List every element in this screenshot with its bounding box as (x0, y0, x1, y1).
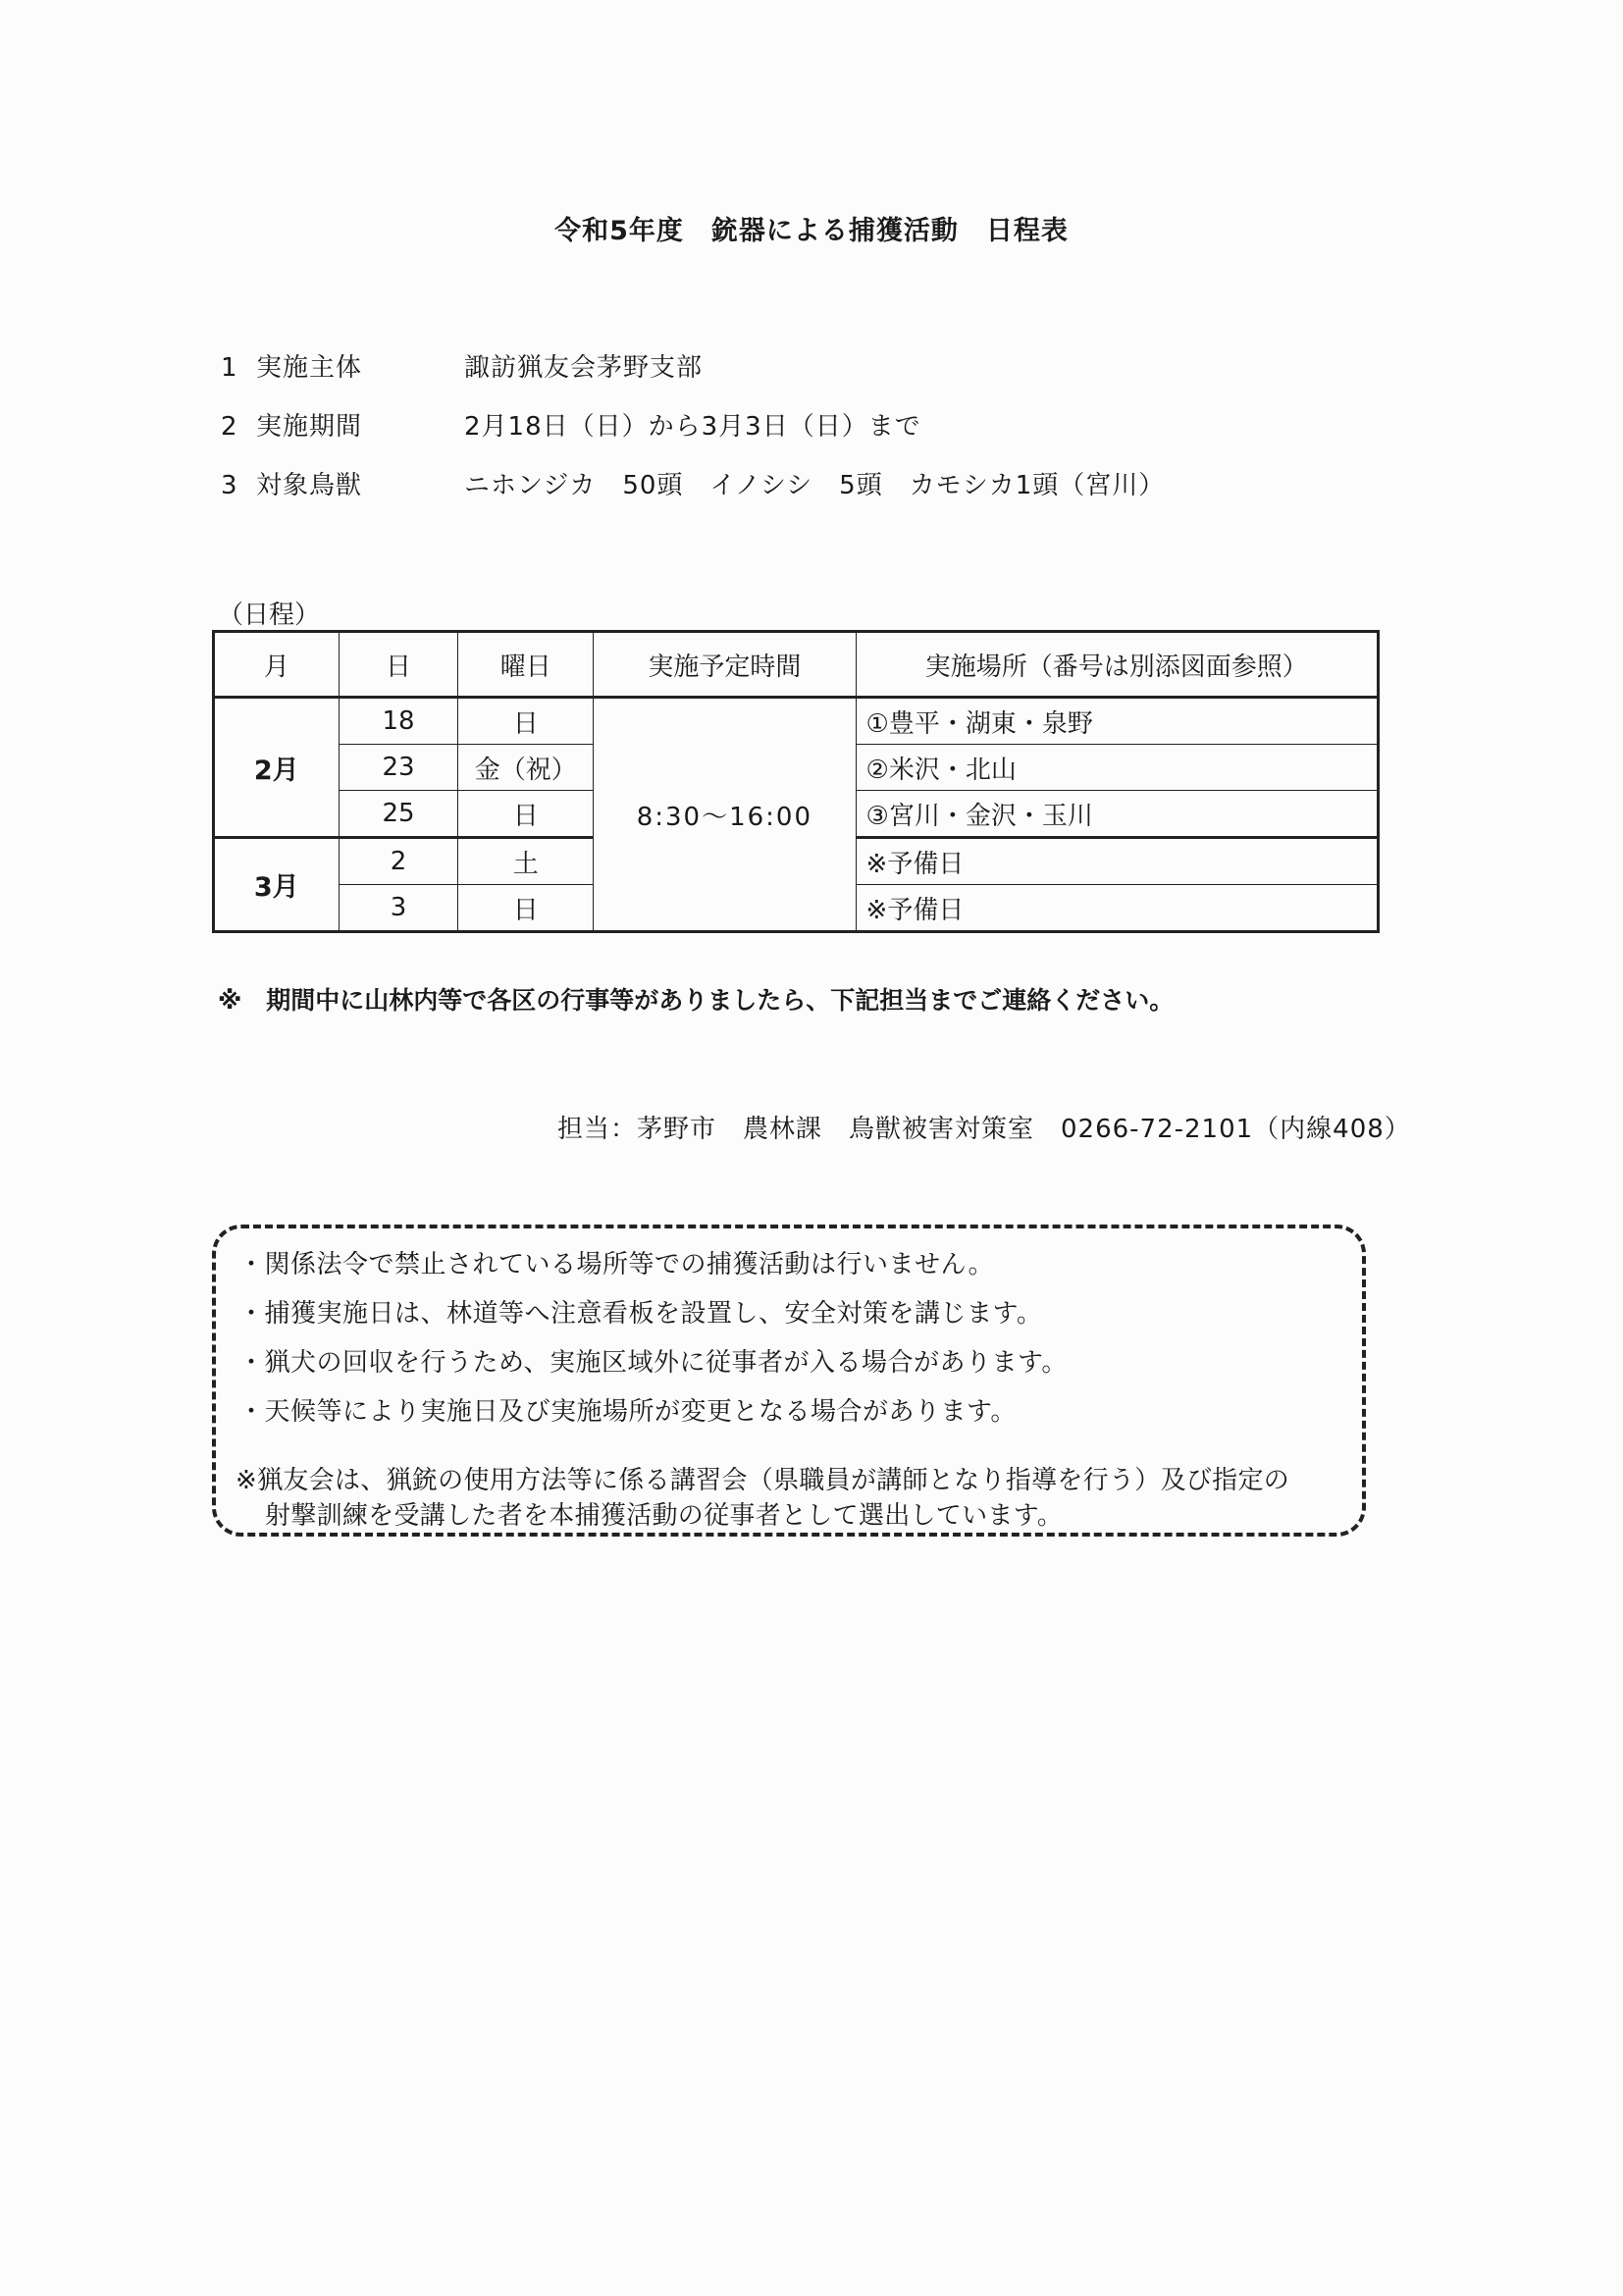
place-cell: ②米沢・北山 (856, 745, 1378, 791)
notice-bullet: ・関係法令で禁止されている場所等での捕獲活動は行いません。 (238, 1250, 995, 1279)
header-month: 月 (214, 632, 340, 698)
table-row (214, 698, 1379, 745)
info-number: 2 (221, 412, 237, 442)
notice-bullet: ・天候等により実施日及び実施場所が変更となる場合があります。 (238, 1397, 1017, 1427)
info-value: ニホンジカ 50頭 イノシシ 5頭 カモシカ1頭（宮川） (464, 471, 1166, 500)
notice-bullet: ・猟犬の回収を行うため、実施区域外に従事者が入る場合があります。 (238, 1348, 1068, 1378)
weekday-cell: 日 (458, 698, 594, 745)
page-title: 令和5年度 銃器による捕獲活動 日程表 (554, 216, 1069, 246)
info-label: 実施期間 (256, 412, 363, 442)
info-value: 諏訪猟友会茅野支部 (464, 353, 704, 383)
time-cell: 8:30～16:00 (594, 698, 856, 932)
day-cell: 18 (339, 698, 458, 745)
place-cell: ③宮川・金沢・玉川 (856, 791, 1378, 838)
contact-note: ※ 期間中に山林内等で各区の行事等がありましたら、下記担当までご連絡ください。 (218, 986, 1175, 1015)
day-cell: 3 (339, 885, 458, 932)
info-row-target-animals (221, 466, 1165, 505)
day-cell: 2 (339, 838, 458, 885)
header-place: 実施場所（番号は別添図面参照） (856, 632, 1378, 698)
notice-remark-line2: 射撃訓練を受講した者を本捕獲活動の従事者として選出しています。 (265, 1501, 1064, 1531)
contact-info: 担当：茅野市 農林課 鳥獣被害対策室 0266-72-2101（内線408） (557, 1115, 1411, 1144)
schedule-table (212, 630, 1380, 933)
schedule-heading: （日程） (218, 600, 321, 630)
place-cell: ※予備日 (856, 838, 1378, 885)
month-cell: 3月 (214, 838, 340, 932)
place-cell: ①豊平・湖東・泉野 (856, 698, 1378, 745)
notice-remark-line1: ※猟友会は、猟銃の使用方法等に係る講習会（県職員が講師となり指導を行う）及び指定の (236, 1466, 1290, 1495)
info-label: 実施主体 (256, 353, 363, 383)
table-header-row (214, 632, 1379, 698)
month-cell: 2月 (214, 698, 340, 838)
place-cell: ※予備日 (856, 885, 1378, 932)
info-label: 対象鳥獣 (256, 471, 363, 500)
day-cell: 25 (339, 791, 458, 838)
weekday-cell: 日 (458, 791, 594, 838)
weekday-cell: 土 (458, 838, 594, 885)
header-time: 実施予定時間 (594, 632, 856, 698)
header-day: 日 (339, 632, 458, 698)
header-weekday: 曜日 (458, 632, 594, 698)
weekday-cell: 日 (458, 885, 594, 932)
info-row-organizer (221, 348, 703, 388)
info-row-period (221, 407, 921, 446)
weekday-cell: 金（祝） (458, 745, 594, 791)
notice-bullet: ・捕獲実施日は、林道等へ注意看板を設置し、安全対策を講じます。 (238, 1299, 1043, 1329)
info-number: 1 (221, 353, 237, 383)
day-cell: 23 (339, 745, 458, 791)
info-value: 2月18日（日）から3月3日（日）まで (464, 412, 921, 442)
info-number: 3 (221, 471, 237, 500)
